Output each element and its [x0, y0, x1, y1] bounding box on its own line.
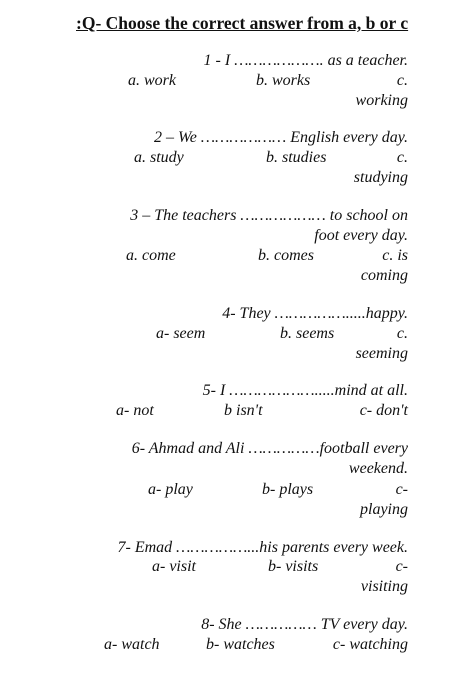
question-3-option-c: c. is — [382, 247, 408, 264]
question-1-option-c-word: working — [355, 92, 408, 109]
question-7-option-a: a- visit — [152, 558, 196, 575]
question-3-option-a: a. come — [126, 247, 176, 264]
question-1-text: 1 - I ………………. as a teacher. — [203, 52, 408, 69]
question-3-option-c-word: coming — [360, 267, 408, 284]
question-5-option-b: b isn't — [224, 402, 263, 419]
question-3-option-b: b. comes — [258, 247, 314, 264]
question-8-option-a: a- watch — [104, 636, 160, 653]
question-5-option-a: a- not — [116, 402, 154, 419]
question-2-option-c-word: studying — [353, 169, 408, 186]
question-2-option-c: c. — [396, 149, 408, 166]
question-4-option-a: a- seem — [156, 325, 206, 342]
question-7-option-c-word: visiting — [360, 578, 408, 595]
question-8-text: 8- She …………… TV every day. — [201, 616, 408, 633]
question-8-option-c: c- watching — [332, 636, 408, 653]
question-1-option-b: b. works — [256, 72, 311, 89]
question-6-option-c: c- — [395, 481, 408, 498]
question-8-option-b: b- watches — [206, 636, 275, 653]
question-3-text-cont: foot every day. — [314, 227, 408, 244]
question-7-option-c: c- — [395, 558, 408, 575]
question-2-option-b: b. studies — [266, 149, 327, 166]
question-6-text: 6- Ahmad and Ali ……………football every — [131, 440, 408, 457]
question-6-option-b: b- plays — [262, 481, 314, 498]
question-5-text: 5- I ……………….....mind at all. — [202, 382, 408, 399]
question-2-text: 2 – We ……………… English every day. — [153, 129, 408, 146]
question-1-option-c: c. — [396, 72, 408, 89]
question-4-text: 4- They …………….....happy. — [222, 305, 408, 322]
question-7-text: 7- Emad ……………...his parents every week. — [117, 539, 408, 556]
worksheet-title: :Q- Choose the correct answer from a, b or c — [76, 13, 409, 33]
question-4-option-c-word: seeming — [355, 345, 408, 362]
question-2-option-a: a. study — [134, 149, 184, 166]
question-4-option-b: b. seems — [280, 325, 335, 342]
question-7-option-b: b- visits — [268, 558, 319, 575]
question-1-option-a: a. work — [128, 72, 176, 89]
question-5-option-c: c- don't — [359, 402, 408, 419]
question-6-text-cont: weekend. — [348, 460, 408, 477]
question-3-text: 3 – The teachers ……………… to school on — [130, 207, 408, 224]
question-4-option-c: c. — [396, 325, 408, 342]
question-6-option-a: a- play — [148, 481, 193, 498]
question-6-option-c-word: playing — [360, 501, 408, 518]
